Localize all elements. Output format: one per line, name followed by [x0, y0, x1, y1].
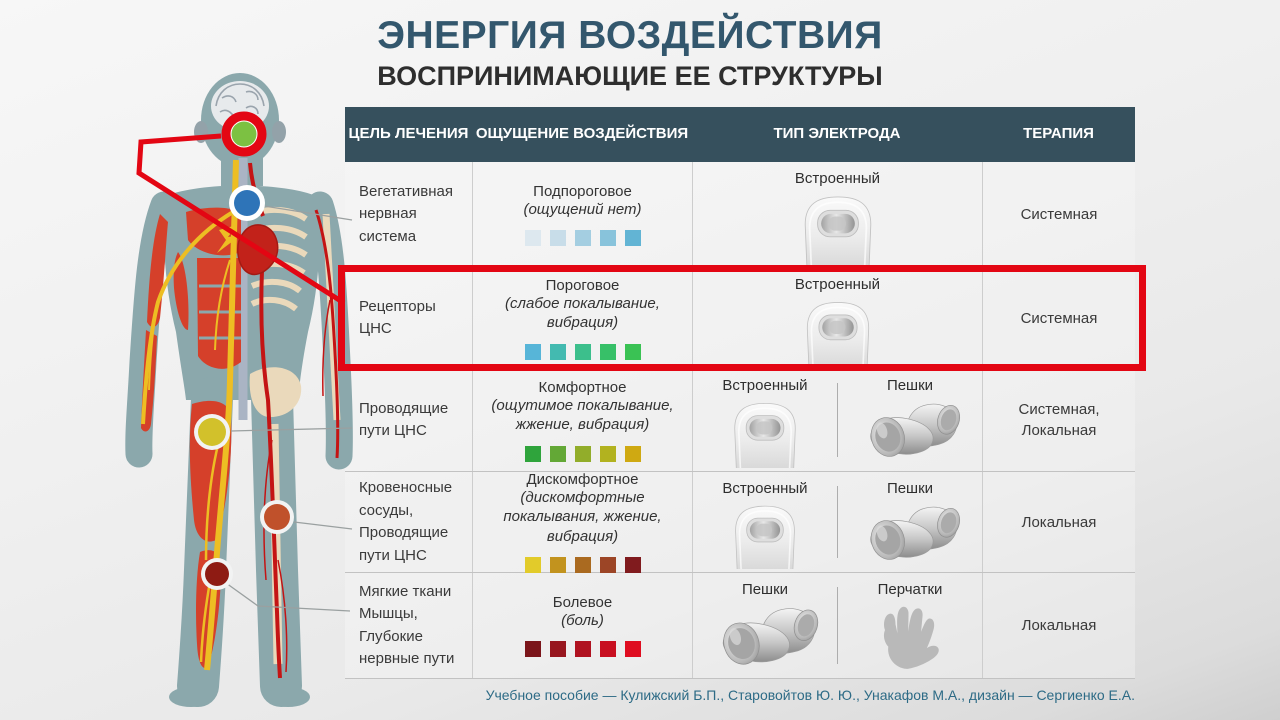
pawn-electrodes-icon: [854, 396, 966, 460]
body-silhouette: [139, 73, 340, 707]
electrode-builtin: Встроенный: [693, 162, 982, 267]
intensity-scale: [525, 446, 641, 462]
neck-point-marker: [229, 185, 265, 221]
body-markers: [194, 116, 294, 590]
intensity-scale: [525, 557, 641, 573]
pawn-electrodes-icon: [706, 600, 824, 668]
intensity-square: [625, 446, 641, 462]
calf-point-marker: [201, 558, 233, 590]
intensity-square: [525, 230, 541, 246]
intensity-square: [600, 230, 616, 246]
abs-lines: [199, 286, 241, 338]
intensity-square: [600, 641, 616, 657]
intensity-square: [575, 557, 591, 573]
sensation-note: (ощутимое покалывание, жжение, вибрация): [491, 396, 674, 433]
sensation-label: Подпороговое: [533, 182, 632, 200]
therapy-cell: Локальная: [982, 472, 1135, 572]
electrode-pawns: Пешки: [693, 573, 837, 678]
intensity-square: [600, 446, 616, 462]
electrode-cell: [692, 472, 982, 572]
electrode-builtin: Встроенный: [693, 268, 982, 368]
brain-illustration: [211, 81, 269, 131]
intensity-square: [550, 344, 566, 360]
heart: [238, 225, 278, 275]
sensation-note: (дискомфортные покалывания, жжение, вибрация): [503, 488, 662, 545]
sensation-cell: [472, 369, 692, 471]
table-row-highlighted: [345, 268, 1135, 369]
intensity-square: [550, 557, 566, 573]
intensity-square: [575, 344, 591, 360]
sensation-cell: [472, 472, 692, 572]
intensity-square: [525, 446, 541, 462]
sensation-label: Пороговое: [545, 276, 620, 294]
therapy-cell: Системная, Локальная: [982, 369, 1135, 471]
electrode-pawns: Пешки: [838, 472, 982, 572]
intensity-square: [575, 230, 591, 246]
builtin-electrode-icon: [718, 499, 812, 569]
bolt-icon: [217, 225, 241, 253]
nerves: [143, 160, 236, 670]
sensation-note: (слабое покалывание, вибрация): [505, 294, 660, 331]
treatment-goal-cell: Проводящие пути ЦНС: [359, 399, 449, 439]
thigh-point-marker: [194, 414, 230, 450]
treatment-goal-cell: Вегетативная нервная система: [359, 182, 454, 245]
table-header-row: [345, 107, 1135, 162]
intensity-square: [600, 557, 616, 573]
electrode-gloves: Перчатки: [838, 573, 982, 678]
muscles: [141, 208, 241, 669]
credits-line: Учебное пособие — Кулижский Б.П., Старовойтов Ю. Ю., Унакафов М.А., дизайн — Сергиенко Е.А.: [485, 687, 1135, 703]
sensation-note: (ощущений нет): [523, 200, 642, 218]
leader-lines: [226, 206, 352, 611]
sensation-cell: [472, 573, 692, 678]
header-therapy: ТЕРАПИЯ: [1023, 125, 1094, 143]
sensation-label: Дискомфортное: [526, 470, 639, 488]
page-subtitle: ВОСПРИНИМАЮЩИЕ ЕЕ СТРУКТУРЫ: [377, 61, 883, 91]
intensity-square: [525, 344, 541, 360]
highlight-callout-line: [139, 136, 344, 303]
sensation-cell: [472, 268, 692, 368]
therapy-cell: Системная: [982, 268, 1135, 368]
pawn-electrodes-icon: [854, 499, 966, 563]
sensation-label: Болевое: [552, 593, 613, 611]
intensity-square: [550, 446, 566, 462]
intensity-square: [550, 641, 566, 657]
skeleton: [250, 210, 337, 664]
glove-electrode-icon: [870, 600, 950, 672]
intensity-square: [625, 557, 641, 573]
table-row: [345, 369, 1135, 472]
electrode-cell: [692, 162, 982, 267]
intensity-square: [625, 344, 641, 360]
therapy-cell: Локальная: [982, 573, 1135, 678]
brain-point-marker: [226, 116, 262, 152]
intensity-square: [575, 641, 591, 657]
intensity-scale: [525, 641, 641, 657]
intensity-square: [525, 641, 541, 657]
knee-point-marker: [260, 500, 294, 534]
electrode-builtin: Встроенный: [693, 369, 837, 471]
table-row: [345, 472, 1135, 573]
intensity-square: [575, 446, 591, 462]
builtin-electrode-icon: [787, 189, 889, 267]
header-electrode-type: ТИП ЭЛЕКТРОДА: [773, 125, 901, 143]
intensity-square: [600, 344, 616, 360]
sensation-note: (боль): [561, 611, 604, 629]
electrode-pawns: Пешки: [838, 369, 982, 471]
structures-table: [345, 107, 1135, 679]
builtin-electrode-icon: [718, 396, 812, 468]
intensity-square: [525, 557, 541, 573]
sensation-label: Комфортное: [538, 378, 627, 396]
intensity-square: [625, 230, 641, 246]
table-row: [345, 573, 1135, 679]
page-title: ЭНЕРГИЯ ВОЗДЕЙСТВИЯ: [377, 14, 883, 57]
treatment-goal-cell: Кровеносные сосуды, Проводящие пути ЦНС: [359, 479, 453, 564]
intensity-scale: [525, 344, 641, 360]
electrode-cell: [692, 369, 982, 471]
header-sensation: ОЩУЩЕНИЕ ВОЗДЕЙСТВИЯ: [475, 125, 689, 143]
builtin-electrode-icon: [789, 295, 887, 368]
electrode-cell: [692, 573, 982, 678]
electrode-cell: [692, 268, 982, 368]
sensation-cell: [472, 162, 692, 267]
intensity-scale: [525, 230, 641, 246]
electrode-builtin: Встроенный: [693, 472, 837, 572]
header-treatment-goal: ЦЕЛЬ ЛЕЧЕНИЯ: [348, 125, 469, 143]
blood-vessels: [250, 163, 338, 678]
therapy-cell: Системная: [982, 162, 1135, 267]
intensity-square: [625, 641, 641, 657]
treatment-goal-cell: Рецепторы ЦНС: [359, 297, 436, 337]
table-row: [345, 162, 1135, 268]
treatment-goal-cell: Мягкие ткани Мышцы, Глубокие нервные пути: [359, 582, 455, 667]
intensity-square: [550, 230, 566, 246]
